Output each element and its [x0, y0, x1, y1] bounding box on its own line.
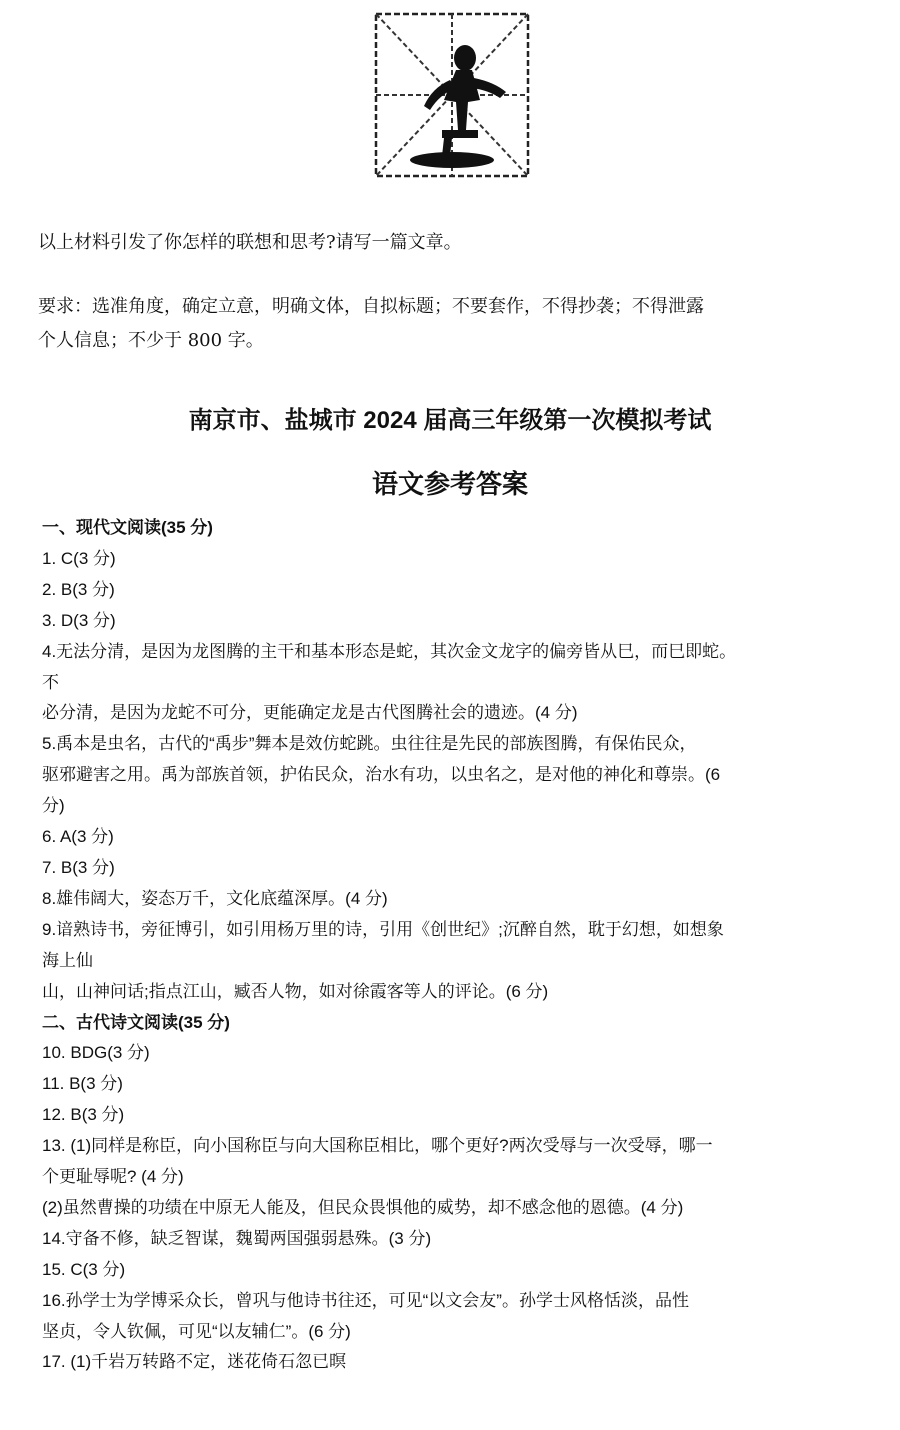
- answer-line: 5.禹本是虫名，古代的“禹步”舞本是效仿蛇跳。虫往往是先民的部族图腾，有保佑民众，: [42, 734, 697, 754]
- answer-line: (2)虽然曹操的功绩在中原无人能及，但民众畏惧他的威势，却不感念他的恩德。(4 分): [42, 1197, 684, 1217]
- answer-line: 必分清，是因为龙蛇不可分，更能确定龙是古代图腾社会的遗迹。(4 分): [42, 703, 578, 723]
- exam-title: 南京市、盐城市 2024 届高三年级第一次模拟考试: [188, 407, 712, 434]
- answer-line: 7. B(3 分): [42, 857, 115, 877]
- section-heading: 一、现代文阅读(35 分): [42, 518, 213, 537]
- answer-key-title: 语文参考答案: [371, 469, 528, 499]
- answer-line: 4.无法分清，是因为龙图腾的主干和基本形态是蛇，其次金文龙字的偏旁皆从巳，而巳即蛇。: [42, 641, 737, 661]
- answer-line: 不: [42, 672, 59, 692]
- answer-line: 15. C(3 分): [42, 1259, 126, 1279]
- character-grid-image: [372, 10, 532, 180]
- answer-line: 个更耻辱呢? (4 分): [42, 1167, 184, 1187]
- answer-line: 2. B(3 分): [42, 579, 115, 599]
- writing-prompt-question: 以上材料引发了你怎样的联想和思考?请写一篇文章。: [38, 232, 462, 253]
- answer-line: 8.雄伟阔大，姿态万千，文化底蕴深厚。(4 分): [42, 888, 388, 908]
- answer-list: [42, 513, 872, 1378]
- answer-line: 13. (1)同样是称臣，向小国称臣与向大国称臣相比，哪个更好?两次受辱与一次受辱，哪一: [42, 1136, 713, 1156]
- answer-line: 海上仙: [42, 950, 93, 970]
- answer-line: 10. BDG(3 分): [42, 1043, 150, 1063]
- answer-line: 驱邪避害之用。禹为部族首领，护佑民众，治水有功，以虫名之，是对他的神化和尊崇。(6: [42, 765, 721, 785]
- answer-line: 11. B(3 分): [42, 1074, 123, 1094]
- writing-prompt-requirements: [38, 290, 868, 358]
- requirements-line: 要求：选准角度，确定立意，明确文体，自拟标题；不要套作，不得抄袭；不得泄露: [38, 296, 704, 317]
- answer-line: 14.守备不修，缺乏智谋，魏蜀两国强弱悬殊。(3 分): [42, 1228, 432, 1248]
- answer-line: 3. D(3 分): [42, 610, 116, 630]
- answer-line: 12. B(3 分): [42, 1105, 125, 1125]
- answer-line: 9.谙熟诗书，旁征博引，如引用杨万里的诗，引用《创世纪》;沉醉自然，耽于幻想，如想象: [42, 919, 724, 939]
- requirements-line: 个人信息；不少于 800 字。: [38, 330, 264, 351]
- answer-line: 山，山神问话;指点江山，臧否人物，如对徐霞客等人的评论。(6 分): [42, 981, 549, 1001]
- answer-line: 1. C(3 分): [42, 548, 116, 568]
- answer-line: 16.孙学士为学博采众长，曾巩与他诗书往还，可见“以文会友”。孙学士风格恬淡，品性: [42, 1290, 689, 1310]
- answer-line: 坚贞，令人钦佩，可见“以友辅仁”。(6 分): [42, 1321, 351, 1341]
- section-heading: 二、古代诗文阅读(35 分): [42, 1012, 230, 1032]
- answer-line: 6. A(3 分): [42, 827, 114, 847]
- answer-line: 分): [42, 796, 65, 816]
- answer-line: 17. (1)千岩万转路不定，迷花倚石忽已暝: [42, 1352, 347, 1372]
